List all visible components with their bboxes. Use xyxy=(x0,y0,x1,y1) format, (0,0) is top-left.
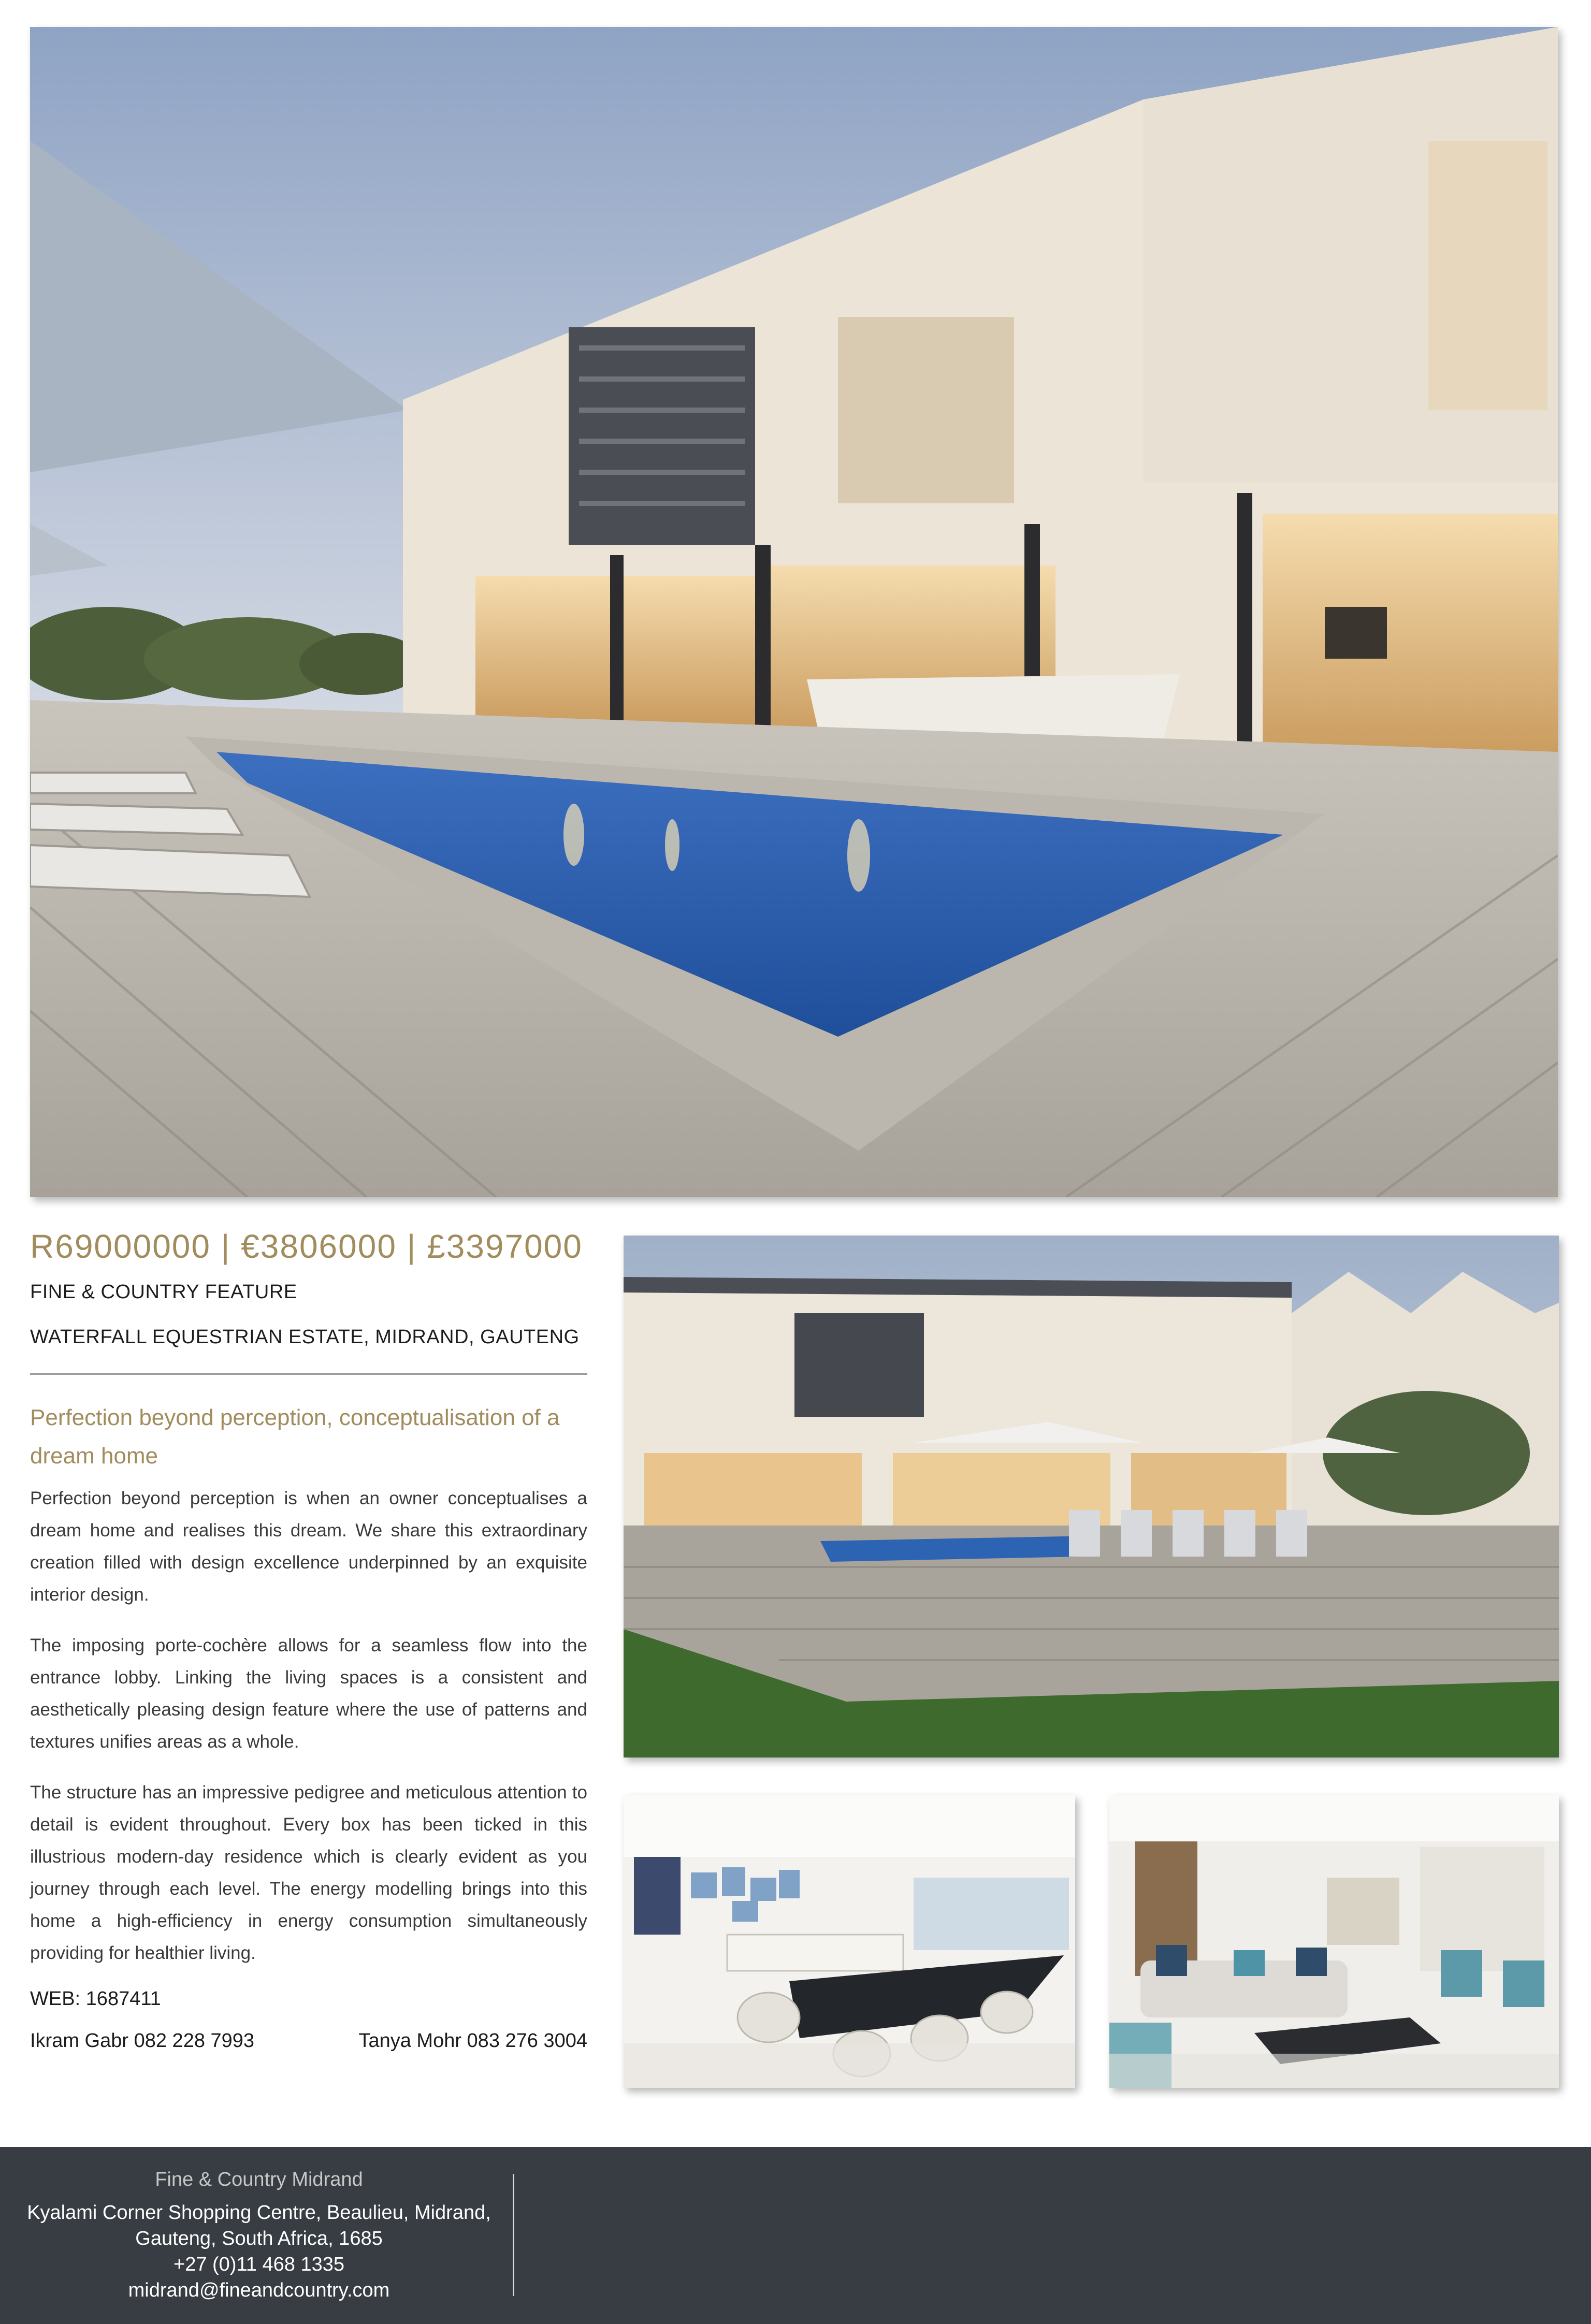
office-name: Fine & Country Midrand xyxy=(155,2169,363,2190)
listing-price: R69000000 | €3806000 | £3397000 xyxy=(30,1228,583,1265)
office-phone: +27 (0)11 468 1335 xyxy=(173,2254,344,2275)
office-footer xyxy=(0,2147,1591,2324)
exterior-photo-illustration xyxy=(624,1236,1559,1757)
agent-contact-1: Ikram Gabr 082 228 7993 xyxy=(30,2030,255,2052)
description-paragraph-3: The structure has an impressive pedigree and meticulous attention to detail is evident throughout. Every box has been ticked in this illustrious modern-day residence which is clearly evident as you journey through each level. The energy modelling brings into this home a high-efficiency in energy consumption simultaneously providing for healthier living. xyxy=(30,1782,587,1963)
lounge-photo-illustration xyxy=(1109,1795,1559,2088)
office-details xyxy=(21,2167,497,2303)
footer-divider xyxy=(513,2174,514,2296)
agent-contacts xyxy=(30,2030,587,2052)
description-paragraph-1: Perfection beyond perception is when an owner conceptualises a dream home and realises this dream. We share this extraordinary creation filled with design excellence underpinned by an exquisite interior design. xyxy=(30,1488,587,1605)
listing-headline: Perfection beyond perception, conceptualisation of a dream home xyxy=(30,1405,560,1469)
description-paragraph-2: The imposing porte-cochère allows for a seamless flow into the entrance lobby. Linking the living spaces is a consistent and aesthetically pleasing design feature where the use of patterns and textures unifies areas as a whole. xyxy=(30,1635,587,1752)
feature-label: FINE & COUNTRY FEATURE xyxy=(30,1281,297,1303)
hero-photo-pool-exterior xyxy=(30,27,1558,1197)
photo-exterior-deck xyxy=(624,1236,1559,1757)
listing-text-column xyxy=(30,1227,587,2052)
photo-dining-room xyxy=(624,1795,1075,2088)
hero-photo-illustration xyxy=(30,27,1558,1197)
dining-photo-illustration xyxy=(624,1795,1075,2088)
listing-location: WATERFALL EQUESTRIAN ESTATE, MIDRAND, GAUTENG xyxy=(30,1326,580,1348)
agent-contact-2: Tanya Mohr 083 276 3004 xyxy=(358,2030,587,2052)
office-address-line-2: Gauteng, South Africa, 1685 xyxy=(135,2228,383,2249)
office-email[interactable]: midrand@fineandcountry.com xyxy=(128,2279,390,2301)
web-reference: WEB: 1687411 xyxy=(30,1988,161,2010)
section-divider xyxy=(30,1373,587,1375)
office-address-line-1: Kyalami Corner Shopping Centre, Beaulieu, Midrand, xyxy=(27,2202,491,2224)
photo-lounge xyxy=(1109,1795,1559,2088)
